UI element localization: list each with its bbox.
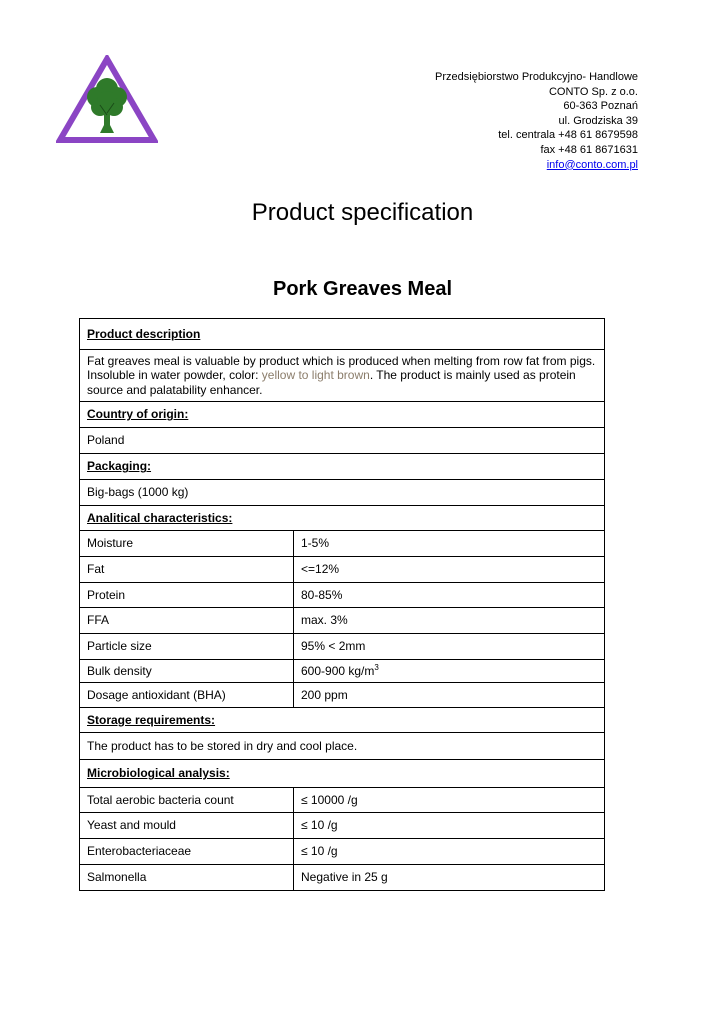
analytical-value: 200 ppm [294, 683, 605, 708]
company-postal: 60-363 Poznań [563, 100, 638, 113]
description-row [80, 350, 605, 402]
description-cell [80, 350, 605, 402]
table-row [80, 788, 605, 813]
packaging-value: Big-bags (1000 kg) [80, 480, 605, 506]
micro-name: Salmonella [80, 865, 294, 891]
analytical-name: Moisture [80, 531, 294, 557]
analytical-value: 80-85% [294, 583, 605, 608]
origin-value: Poland [80, 428, 605, 454]
analytical-value: 95% < 2mm [294, 634, 605, 660]
micro-name: Yeast and mould [80, 813, 294, 839]
storage-row [80, 733, 605, 760]
table-row [80, 634, 605, 660]
table-row [80, 531, 605, 557]
analytical-name: Bulk density [80, 660, 294, 683]
analytical-value: 1-5% [294, 531, 605, 557]
company-email-link[interactable]: info@conto.com.pl [546, 158, 638, 171]
analytical-name: Particle size [80, 634, 294, 660]
description-text-1: Fat greaves meal is valuable by product which is produced when melting from row fat from pigs. Insoluble in water powder, color: [87, 353, 596, 383]
section-heading-row [80, 708, 605, 733]
table-row [80, 865, 605, 891]
micro-value: ≤ 10 /g [294, 813, 605, 839]
company-name: Przedsiębiorstwo Produkcyjno- Handlowe [435, 71, 638, 83]
description-color-text: yellow to light brown [261, 368, 370, 383]
origin-heading: Country of origin: [80, 402, 605, 428]
company-name-2: CONTO Sp. z o.o. [548, 85, 638, 98]
analytical-value [294, 660, 605, 683]
product-name: Pork Greaves Meal [273, 278, 452, 300]
table-row [80, 839, 605, 865]
micro-value: ≤ 10000 /g [294, 788, 605, 813]
section-heading-row [80, 454, 605, 480]
bulk-density-superscript: 3 [374, 662, 379, 672]
section-heading-row [80, 402, 605, 428]
company-fax: fax +48 61 8671631 [540, 143, 638, 156]
table-row [80, 683, 605, 708]
section-heading-row [80, 760, 605, 788]
document-title: Product specification [251, 199, 474, 226]
company-phone: tel. centrala +48 61 8679598 [498, 129, 638, 142]
micro-value: ≤ 10 /g [294, 839, 605, 865]
table-row [80, 583, 605, 608]
analytical-name: FFA [80, 608, 294, 634]
micro-name: Enterobacteriaceae [80, 839, 294, 865]
origin-row [80, 428, 605, 454]
analytical-value: max. 3% [294, 608, 605, 634]
description-heading: Product description [80, 319, 605, 350]
company-logo-icon [56, 55, 158, 145]
section-heading-row [80, 506, 605, 531]
table-row [80, 608, 605, 634]
analytical-heading: Analitical characteristics: [80, 506, 605, 531]
micro-heading: Microbiological analysis: [80, 760, 605, 788]
description-text-2: . The product is mainly used as protein source and palatability enhancer. [87, 368, 576, 397]
section-heading-row [80, 319, 605, 350]
packaging-row [80, 480, 605, 506]
storage-value: The product has to be stored in dry and cool place. [80, 733, 605, 760]
analytical-name: Dosage antioxidant (BHA) [80, 683, 294, 708]
company-address [435, 70, 638, 172]
analytical-value: <=12% [294, 557, 605, 583]
company-street: ul. Grodziska 39 [558, 114, 638, 127]
storage-heading: Storage requirements: [80, 708, 605, 733]
specification-table [79, 318, 605, 891]
packaging-heading: Packaging: [80, 454, 605, 480]
analytical-name: Fat [80, 557, 294, 583]
micro-value: Negative in 25 g [294, 865, 605, 891]
table-row [80, 557, 605, 583]
analytical-name: Protein [80, 583, 294, 608]
table-row [80, 660, 605, 683]
micro-name: Total aerobic bacteria count [80, 788, 294, 813]
bulk-density-value: 600-900 kg/m [301, 663, 375, 678]
table-row [80, 813, 605, 839]
